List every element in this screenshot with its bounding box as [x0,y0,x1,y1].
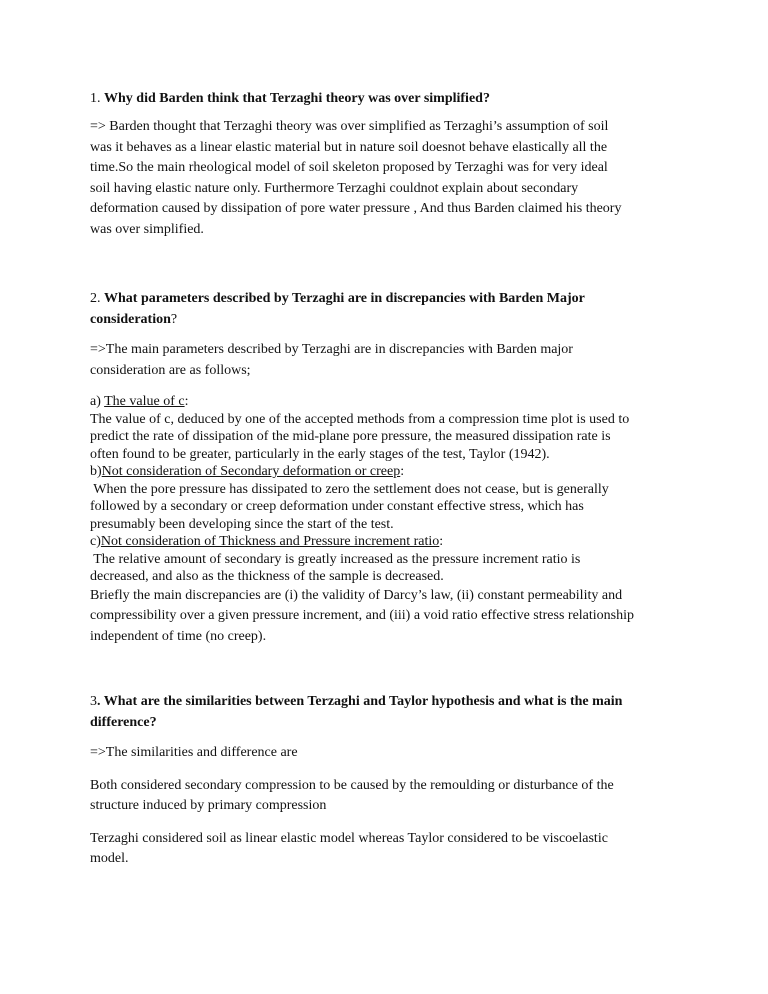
item-c-line: compressibility over a given pressure increment, and (iii) a void ratio effective stress relationship [90,608,635,623]
item-c-colon: : [439,534,444,549]
answer-2-intro [90,340,680,381]
question-3-heading [90,691,680,712]
answer-2-intro-line: =>The main parameters described by Terzaghi are in discrepancies with Barden major [90,342,573,357]
item-a-line: The value of c, deduced by one of the accepted methods from a compression time plot is used to [90,411,630,427]
item-c-heading [90,533,680,551]
question-1-number: 1. [90,91,104,106]
answer-1-line: was it behaves as a linear elastic material but in nature soil doesnot behave elastically all the [90,139,608,155]
item-c-line: independent of time (no creep). [90,628,267,644]
item-c-line: decreased, and also as the thickness of the sample is decreased. [90,569,444,584]
question-1-heading [90,88,680,109]
item-a-heading [90,393,680,411]
item-b-heading [90,463,680,481]
answer-2-intro-line: consideration are as follows; [90,362,251,378]
item-a-title: The value of c [104,394,185,409]
question-2-number: 2. [90,291,104,306]
question-2-heading [90,288,680,309]
item-c-title: Not consideration of Thickness and Pressure increment ratio [100,534,440,549]
question-2-text-line1: What parameters described by Terzaghi are in discrepancies with Barden Major [104,291,585,306]
item-b-line: presumably been developing since the start of the test. [90,516,394,532]
item-a-colon: : [184,394,189,409]
item-c-line: Briefly the main discrepancies are (i) the validity of Darcy’s law, (ii) constant permeability and [90,587,623,603]
answer-3-para2-line: Terzaghi considered soil as linear elastic model whereas Taylor considered to be viscoelastic [90,830,608,846]
answer-1-line: deformation caused by dissipation of pore water pressure , And thus Barden claimed his theory [90,201,622,216]
question-2-text-line2: consideration [90,312,171,327]
question-1-text: Why did Barden think that Terzaghi theory was over simplified? [104,91,490,106]
item-c-prefix: c) [90,534,101,549]
item-a-prefix: a) [90,394,105,409]
answer-1-line: => Barden thought that Terzaghi theory was over simplified as Terzaghi’s assumption of soil [90,119,609,134]
question-2-heading-cont [90,309,680,330]
item-b-line: When the pore pressure has dissipated to zero the settlement does not cease, but is generally [90,481,609,497]
question-3-number: 3 [90,694,97,709]
question-3-heading-cont [90,712,680,733]
answer-3-para2-line: model. [90,851,129,866]
item-a-line: predict the rate of dissipation of the mid-plane pore pressure, the measured dissipation rate is [90,429,611,444]
answer-1-line: was over simplified. [90,221,204,237]
item-b-colon: : [400,464,405,479]
item-b-prefix: b) [90,464,102,479]
item-b-line: followed by a secondary or creep deformation under constant effective stress, which has [90,499,584,514]
answer-3-intro: =>The similarities and difference are [90,745,298,760]
item-b-title: Not consideration of Secondary deformation or creep [101,464,401,479]
answer-3-para1-line: structure induced by primary compression [90,798,327,813]
question-2-end: ? [170,312,178,327]
item-c-line: The relative amount of secondary is greatly increased as the pressure increment ratio is [90,551,581,567]
answer-1-line: soil having elastic nature only. Furthermore Terzaghi couldnot explain about secondary [90,180,579,196]
question-3-text-line2: difference? [90,715,157,730]
answer-1-line: time.So the main rheological model of soil skeleton proposed by Terzaghi was for very ideal [90,160,608,175]
item-a-line: often found to be greater, particularly in the early stages of the test, Taylor (1942). [90,446,550,462]
answer-1 [90,117,680,240]
document-page [90,88,680,870]
answer-3-para2 [90,829,680,870]
question-3-text-line1: . What are the similarities between Terzaghi and Taylor hypothesis and what is the main [97,694,623,709]
answer-2-details [90,393,680,647]
answer-3-para1-line: Both considered secondary compression to be caused by the remoulding or disturbance of the [90,777,614,793]
answer-3-para1 [90,776,680,817]
